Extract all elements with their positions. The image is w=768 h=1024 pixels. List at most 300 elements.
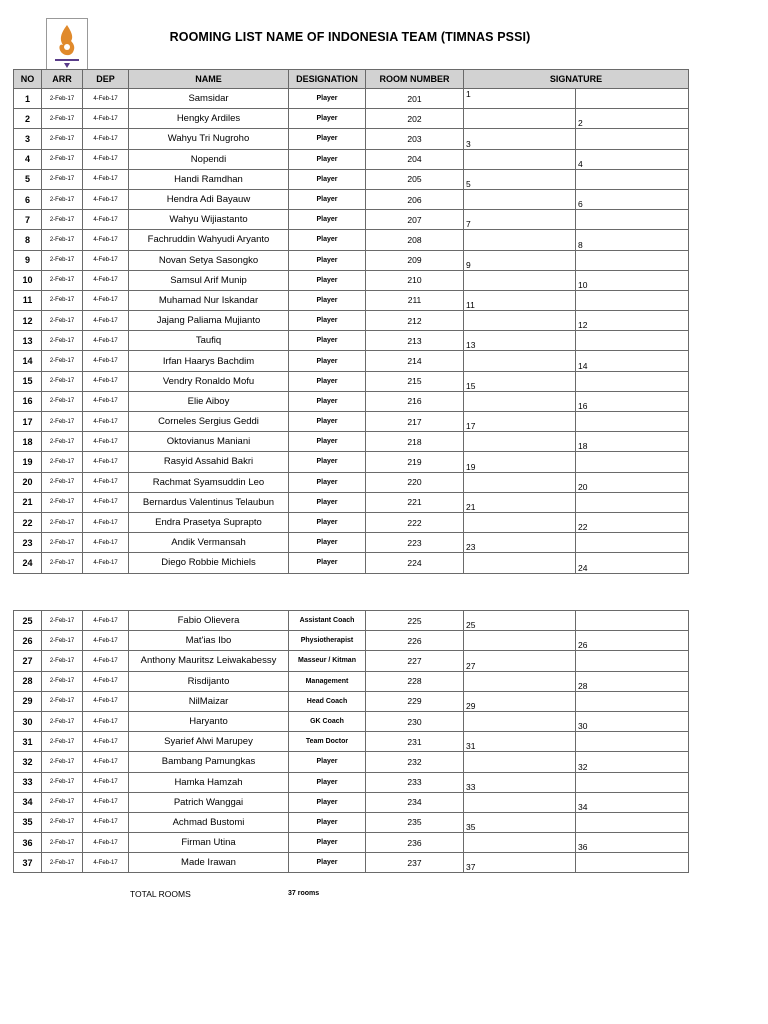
row-departure: 4-Feb-17 — [83, 631, 129, 651]
signature-cell-right[interactable]: 28 — [576, 671, 689, 691]
row-designation: Player — [289, 452, 366, 472]
rooming-table-staff — [13, 610, 689, 873]
table-row — [14, 732, 689, 752]
signature-cell-left[interactable]: 19 — [464, 452, 576, 472]
signature-cell-left[interactable]: 11 — [464, 290, 576, 310]
row-room-number: 213 — [366, 331, 464, 351]
signature-cell-left[interactable] — [464, 472, 576, 492]
row-designation: Player — [289, 412, 366, 432]
row-room-number: 235 — [366, 812, 464, 832]
signature-cell-right[interactable]: 20 — [576, 472, 689, 492]
row-designation: Player — [289, 391, 366, 411]
signature-cell-left[interactable] — [464, 311, 576, 331]
row-designation: Player — [289, 472, 366, 492]
row-designation: Management — [289, 671, 366, 691]
row-departure: 4-Feb-17 — [83, 833, 129, 853]
row-no: 23 — [14, 533, 42, 553]
table-row — [14, 533, 689, 553]
row-departure: 4-Feb-17 — [83, 331, 129, 351]
row-no: 30 — [14, 711, 42, 731]
row-arrival: 2-Feb-17 — [42, 732, 83, 752]
signature-cell-left[interactable] — [464, 792, 576, 812]
row-departure: 4-Feb-17 — [83, 210, 129, 230]
signature-cell-left[interactable]: 13 — [464, 331, 576, 351]
row-no: 15 — [14, 371, 42, 391]
row-arrival: 2-Feb-17 — [42, 631, 83, 651]
row-room-number: 214 — [366, 351, 464, 371]
signature-cell-left[interactable]: 35 — [464, 812, 576, 832]
page-title: ROOMING LIST NAME OF INDONESIA TEAM (TIMNAS PSSI) — [169, 30, 531, 44]
header-no: NO — [14, 70, 42, 89]
row-no: 26 — [14, 631, 42, 651]
row-departure: 4-Feb-17 — [83, 732, 129, 752]
signature-cell-left[interactable] — [464, 631, 576, 651]
row-no: 29 — [14, 691, 42, 711]
row-name: Wahyu Tri Nugroho — [129, 129, 289, 149]
row-name: Hendra Adi Bayauw — [129, 189, 289, 209]
row-arrival: 2-Feb-17 — [42, 311, 83, 331]
signature-cell-left[interactable] — [464, 671, 576, 691]
table-row — [14, 149, 689, 169]
header-dep: DEP — [83, 70, 129, 89]
row-arrival: 2-Feb-17 — [42, 553, 83, 573]
row-arrival: 2-Feb-17 — [42, 109, 83, 129]
signature-cell-right[interactable] — [576, 812, 689, 832]
row-arrival: 2-Feb-17 — [42, 853, 83, 873]
row-no: 31 — [14, 732, 42, 752]
row-name: Syarief Alwi Marupey — [129, 732, 289, 752]
signature-cell-left[interactable]: 7 — [464, 210, 576, 230]
row-name: Rachmat Syamsuddin Leo — [129, 472, 289, 492]
table-row — [14, 189, 689, 209]
row-no: 6 — [14, 189, 42, 209]
row-departure: 4-Feb-17 — [83, 250, 129, 270]
signature-cell-right[interactable]: 16 — [576, 391, 689, 411]
table-row — [14, 651, 689, 671]
row-no: 35 — [14, 812, 42, 832]
row-arrival: 2-Feb-17 — [42, 210, 83, 230]
row-name: Anthony Mauritsz Leiwakabessy — [129, 651, 289, 671]
row-no: 13 — [14, 331, 42, 351]
signature-cell-right[interactable] — [576, 331, 689, 351]
row-no: 22 — [14, 512, 42, 532]
row-departure: 4-Feb-17 — [83, 711, 129, 731]
row-name: Irfan Haarys Bachdim — [129, 351, 289, 371]
row-designation: Player — [289, 792, 366, 812]
row-room-number: 237 — [366, 853, 464, 873]
signature-cell-right[interactable] — [576, 129, 689, 149]
row-designation: Player — [289, 533, 366, 553]
row-arrival: 2-Feb-17 — [42, 512, 83, 532]
row-designation: Masseur / Kitman — [289, 651, 366, 671]
table-header-row — [14, 70, 689, 89]
row-no: 5 — [14, 169, 42, 189]
row-no: 18 — [14, 432, 42, 452]
row-designation: Player — [289, 812, 366, 832]
row-room-number: 230 — [366, 711, 464, 731]
row-designation: Player — [289, 189, 366, 209]
table-row — [14, 412, 689, 432]
signature-cell-left[interactable]: 37 — [464, 853, 576, 873]
row-departure: 4-Feb-17 — [83, 290, 129, 310]
row-room-number: 221 — [366, 492, 464, 512]
row-arrival: 2-Feb-17 — [42, 691, 83, 711]
row-arrival: 2-Feb-17 — [42, 752, 83, 772]
row-room-number: 236 — [366, 833, 464, 853]
signature-cell-left[interactable]: 9 — [464, 250, 576, 270]
row-designation: Player — [289, 853, 366, 873]
header-designation: DESIGNATION — [289, 70, 366, 89]
row-room-number: 225 — [366, 611, 464, 631]
row-name: Achmad Bustomi — [129, 812, 289, 832]
signature-cell-right[interactable] — [576, 210, 689, 230]
table-row — [14, 391, 689, 411]
row-departure: 4-Feb-17 — [83, 492, 129, 512]
row-room-number: 215 — [366, 371, 464, 391]
row-designation: Player — [289, 270, 366, 290]
row-departure: 4-Feb-17 — [83, 311, 129, 331]
row-departure: 4-Feb-17 — [83, 89, 129, 109]
row-room-number: 234 — [366, 792, 464, 812]
signature-cell-left[interactable]: 15 — [464, 371, 576, 391]
signature-cell-left[interactable]: 25 — [464, 611, 576, 631]
row-no: 9 — [14, 250, 42, 270]
signature-cell-right[interactable] — [576, 691, 689, 711]
table-row — [14, 752, 689, 772]
row-no: 3 — [14, 129, 42, 149]
row-name: Handi Ramdhan — [129, 169, 289, 189]
signature-cell-left[interactable]: 29 — [464, 691, 576, 711]
signature-cell-left[interactable]: 17 — [464, 412, 576, 432]
signature-cell-right[interactable] — [576, 412, 689, 432]
table-row — [14, 371, 689, 391]
row-departure: 4-Feb-17 — [83, 432, 129, 452]
row-no: 10 — [14, 270, 42, 290]
signature-cell-left[interactable] — [464, 711, 576, 731]
row-arrival: 2-Feb-17 — [42, 331, 83, 351]
row-departure: 4-Feb-17 — [83, 129, 129, 149]
row-name: Risdijanto — [129, 671, 289, 691]
row-name: Taufiq — [129, 331, 289, 351]
row-room-number: 223 — [366, 533, 464, 553]
row-room-number: 209 — [366, 250, 464, 270]
total-rooms-value: 37 rooms — [288, 890, 320, 897]
row-arrival: 2-Feb-17 — [42, 290, 83, 310]
signature-cell-right[interactable]: 22 — [576, 512, 689, 532]
table-row — [14, 492, 689, 512]
signature-cell-left[interactable] — [464, 149, 576, 169]
row-name: Bernardus Valentinus Telaubun — [129, 492, 289, 512]
row-departure: 4-Feb-17 — [83, 230, 129, 250]
row-no: 14 — [14, 351, 42, 371]
row-room-number: 231 — [366, 732, 464, 752]
row-name: Jajang Paliama Mujianto — [129, 311, 289, 331]
row-departure: 4-Feb-17 — [83, 691, 129, 711]
row-name: Mat'ias Ibo — [129, 631, 289, 651]
row-designation: Player — [289, 290, 366, 310]
row-designation: Player — [289, 351, 366, 371]
signature-cell-right[interactable] — [576, 611, 689, 631]
row-arrival: 2-Feb-17 — [42, 169, 83, 189]
row-name: Oktovianus Maniani — [129, 432, 289, 452]
signature-cell-left[interactable] — [464, 553, 576, 573]
row-no: 2 — [14, 109, 42, 129]
row-room-number: 216 — [366, 391, 464, 411]
row-no: 17 — [14, 412, 42, 432]
row-departure: 4-Feb-17 — [83, 270, 129, 290]
row-departure: 4-Feb-17 — [83, 812, 129, 832]
row-departure: 4-Feb-17 — [83, 853, 129, 873]
row-no: 27 — [14, 651, 42, 671]
row-arrival: 2-Feb-17 — [42, 651, 83, 671]
table-row — [14, 553, 689, 573]
row-name: Hamka Hamzah — [129, 772, 289, 792]
row-no: 21 — [14, 492, 42, 512]
signature-cell-left[interactable] — [464, 432, 576, 452]
row-arrival: 2-Feb-17 — [42, 432, 83, 452]
row-designation: Player — [289, 553, 366, 573]
row-room-number: 217 — [366, 412, 464, 432]
row-designation: Player — [289, 512, 366, 532]
signature-cell-right[interactable] — [576, 250, 689, 270]
signature-cell-right[interactable]: 10 — [576, 270, 689, 290]
row-arrival: 2-Feb-17 — [42, 250, 83, 270]
row-arrival: 2-Feb-17 — [42, 391, 83, 411]
row-departure: 4-Feb-17 — [83, 371, 129, 391]
row-name: Endra Prasetya Suprapto — [129, 512, 289, 532]
table-row — [14, 512, 689, 532]
row-departure: 4-Feb-17 — [83, 553, 129, 573]
row-designation: Assistant Coach — [289, 611, 366, 631]
signature-cell-left[interactable] — [464, 109, 576, 129]
table-row — [14, 631, 689, 651]
signature-cell-left[interactable] — [464, 512, 576, 532]
signature-cell-right[interactable]: 12 — [576, 311, 689, 331]
row-designation: Physiotherapist — [289, 631, 366, 651]
row-name: Fachruddin Wahyudi Aryanto — [129, 230, 289, 250]
row-designation: Player — [289, 371, 366, 391]
signature-cell-right[interactable] — [576, 169, 689, 189]
signature-cell-right[interactable] — [576, 651, 689, 671]
table-row — [14, 472, 689, 492]
row-departure: 4-Feb-17 — [83, 452, 129, 472]
row-name: Wahyu Wijiastanto — [129, 210, 289, 230]
row-arrival: 2-Feb-17 — [42, 772, 83, 792]
row-room-number: 210 — [366, 270, 464, 290]
signature-cell-right[interactable] — [576, 772, 689, 792]
row-designation: Team Doctor — [289, 732, 366, 752]
signature-cell-right[interactable] — [576, 290, 689, 310]
table-row — [14, 169, 689, 189]
row-room-number: 232 — [366, 752, 464, 772]
signature-cell-left[interactable] — [464, 189, 576, 209]
row-designation: Player — [289, 772, 366, 792]
row-no: 1 — [14, 89, 42, 109]
row-no: 11 — [14, 290, 42, 310]
row-designation: Player — [289, 149, 366, 169]
signature-cell-right[interactable]: 14 — [576, 351, 689, 371]
row-departure: 4-Feb-17 — [83, 391, 129, 411]
row-room-number: 226 — [366, 631, 464, 651]
row-no: 12 — [14, 311, 42, 331]
signature-cell-right[interactable]: 36 — [576, 833, 689, 853]
row-designation: Player — [289, 109, 366, 129]
row-designation: Player — [289, 833, 366, 853]
signature-cell-right[interactable] — [576, 492, 689, 512]
signature-cell-left[interactable] — [464, 230, 576, 250]
row-name: Corneles Sergius Geddi — [129, 412, 289, 432]
row-arrival: 2-Feb-17 — [42, 671, 83, 691]
row-designation: Player — [289, 492, 366, 512]
signature-cell-left[interactable]: 1 — [464, 89, 576, 109]
row-name: Andik Vermansah — [129, 533, 289, 553]
row-room-number: 206 — [366, 189, 464, 209]
row-name: Bambang Pamungkas — [129, 752, 289, 772]
signature-cell-left[interactable]: 3 — [464, 129, 576, 149]
row-room-number: 218 — [366, 432, 464, 452]
row-name: Samsidar — [129, 89, 289, 109]
table-row — [14, 452, 689, 472]
signature-cell-left[interactable]: 31 — [464, 732, 576, 752]
signature-cell-right[interactable]: 18 — [576, 432, 689, 452]
row-departure: 4-Feb-17 — [83, 792, 129, 812]
row-departure: 4-Feb-17 — [83, 109, 129, 129]
row-designation: Player — [289, 250, 366, 270]
header-room-number: ROOM NUMBER — [366, 70, 464, 89]
signature-cell-right[interactable] — [576, 732, 689, 752]
row-room-number: 201 — [366, 89, 464, 109]
table-row — [14, 812, 689, 832]
row-room-number: 203 — [366, 129, 464, 149]
row-room-number: 211 — [366, 290, 464, 310]
row-designation: Player — [289, 210, 366, 230]
signature-cell-left[interactable]: 5 — [464, 169, 576, 189]
row-arrival: 2-Feb-17 — [42, 412, 83, 432]
row-designation: Player — [289, 89, 366, 109]
signature-cell-left[interactable] — [464, 391, 576, 411]
row-no: 37 — [14, 853, 42, 873]
row-arrival: 2-Feb-17 — [42, 792, 83, 812]
header-name: NAME — [129, 70, 289, 89]
row-departure: 4-Feb-17 — [83, 752, 129, 772]
table-row — [14, 210, 689, 230]
row-room-number: 202 — [366, 109, 464, 129]
row-departure: 4-Feb-17 — [83, 651, 129, 671]
row-designation: Player — [289, 129, 366, 149]
signature-cell-right[interactable] — [576, 533, 689, 553]
row-departure: 4-Feb-17 — [83, 169, 129, 189]
signature-cell-right[interactable]: 30 — [576, 711, 689, 731]
table-row — [14, 89, 689, 109]
signature-cell-right[interactable]: 24 — [576, 553, 689, 573]
signature-cell-left[interactable]: 33 — [464, 772, 576, 792]
row-room-number: 212 — [366, 311, 464, 331]
row-arrival: 2-Feb-17 — [42, 89, 83, 109]
row-arrival: 2-Feb-17 — [42, 452, 83, 472]
row-room-number: 222 — [366, 512, 464, 532]
signature-cell-left[interactable]: 27 — [464, 651, 576, 671]
row-no: 8 — [14, 230, 42, 250]
signature-cell-right[interactable]: 4 — [576, 149, 689, 169]
row-no: 7 — [14, 210, 42, 230]
row-arrival: 2-Feb-17 — [42, 129, 83, 149]
row-name: Nopendi — [129, 149, 289, 169]
signature-cell-left[interactable] — [464, 752, 576, 772]
rooming-table-main — [13, 69, 689, 574]
row-designation: GK Coach — [289, 711, 366, 731]
row-departure: 4-Feb-17 — [83, 149, 129, 169]
row-departure: 4-Feb-17 — [83, 412, 129, 432]
row-no: 20 — [14, 472, 42, 492]
row-no: 28 — [14, 671, 42, 691]
signature-cell-right[interactable]: 26 — [576, 631, 689, 651]
row-name: Made Irawan — [129, 853, 289, 873]
row-no: 19 — [14, 452, 42, 472]
signature-cell-right[interactable]: 32 — [576, 752, 689, 772]
table-row — [14, 792, 689, 812]
row-name: Fabio Olievera — [129, 611, 289, 631]
row-departure: 4-Feb-17 — [83, 611, 129, 631]
row-room-number: 224 — [366, 553, 464, 573]
row-name: Samsul Arif Munip — [129, 270, 289, 290]
row-name: Novan Setya Sasongko — [129, 250, 289, 270]
row-room-number: 228 — [366, 671, 464, 691]
signature-cell-right[interactable]: 8 — [576, 230, 689, 250]
row-no: 33 — [14, 772, 42, 792]
row-departure: 4-Feb-17 — [83, 533, 129, 553]
table-row — [14, 611, 689, 631]
row-room-number: 233 — [366, 772, 464, 792]
row-name: Diego Robbie Michiels — [129, 553, 289, 573]
row-name: NilMaizar — [129, 691, 289, 711]
row-room-number: 205 — [366, 169, 464, 189]
row-arrival: 2-Feb-17 — [42, 812, 83, 832]
signature-cell-left[interactable] — [464, 351, 576, 371]
row-name: Vendry Ronaldo Mofu — [129, 371, 289, 391]
row-designation: Player — [289, 432, 366, 452]
signature-cell-right[interactable]: 6 — [576, 189, 689, 209]
table-row — [14, 270, 689, 290]
table-row — [14, 311, 689, 331]
signature-cell-right[interactable] — [576, 371, 689, 391]
row-departure: 4-Feb-17 — [83, 772, 129, 792]
row-designation: Head Coach — [289, 691, 366, 711]
signature-cell-left[interactable] — [464, 270, 576, 290]
signature-cell-right[interactable] — [576, 452, 689, 472]
table-row — [14, 290, 689, 310]
signature-cell-left[interactable]: 23 — [464, 533, 576, 553]
signature-cell-right[interactable]: 2 — [576, 109, 689, 129]
row-no: 32 — [14, 752, 42, 772]
row-no: 24 — [14, 553, 42, 573]
row-name: Rasyid Assahid Bakri — [129, 452, 289, 472]
row-departure: 4-Feb-17 — [83, 351, 129, 371]
signature-cell-right[interactable] — [576, 89, 689, 109]
table-row — [14, 432, 689, 452]
signature-cell-right[interactable] — [576, 853, 689, 873]
signature-cell-left[interactable] — [464, 833, 576, 853]
row-room-number: 207 — [366, 210, 464, 230]
table-row — [14, 250, 689, 270]
row-arrival: 2-Feb-17 — [42, 189, 83, 209]
row-arrival: 2-Feb-17 — [42, 230, 83, 250]
row-no: 36 — [14, 833, 42, 853]
table-row — [14, 351, 689, 371]
signature-cell-right[interactable]: 34 — [576, 792, 689, 812]
row-no: 4 — [14, 149, 42, 169]
row-name: Hengky Ardiles — [129, 109, 289, 129]
signature-cell-left[interactable]: 21 — [464, 492, 576, 512]
